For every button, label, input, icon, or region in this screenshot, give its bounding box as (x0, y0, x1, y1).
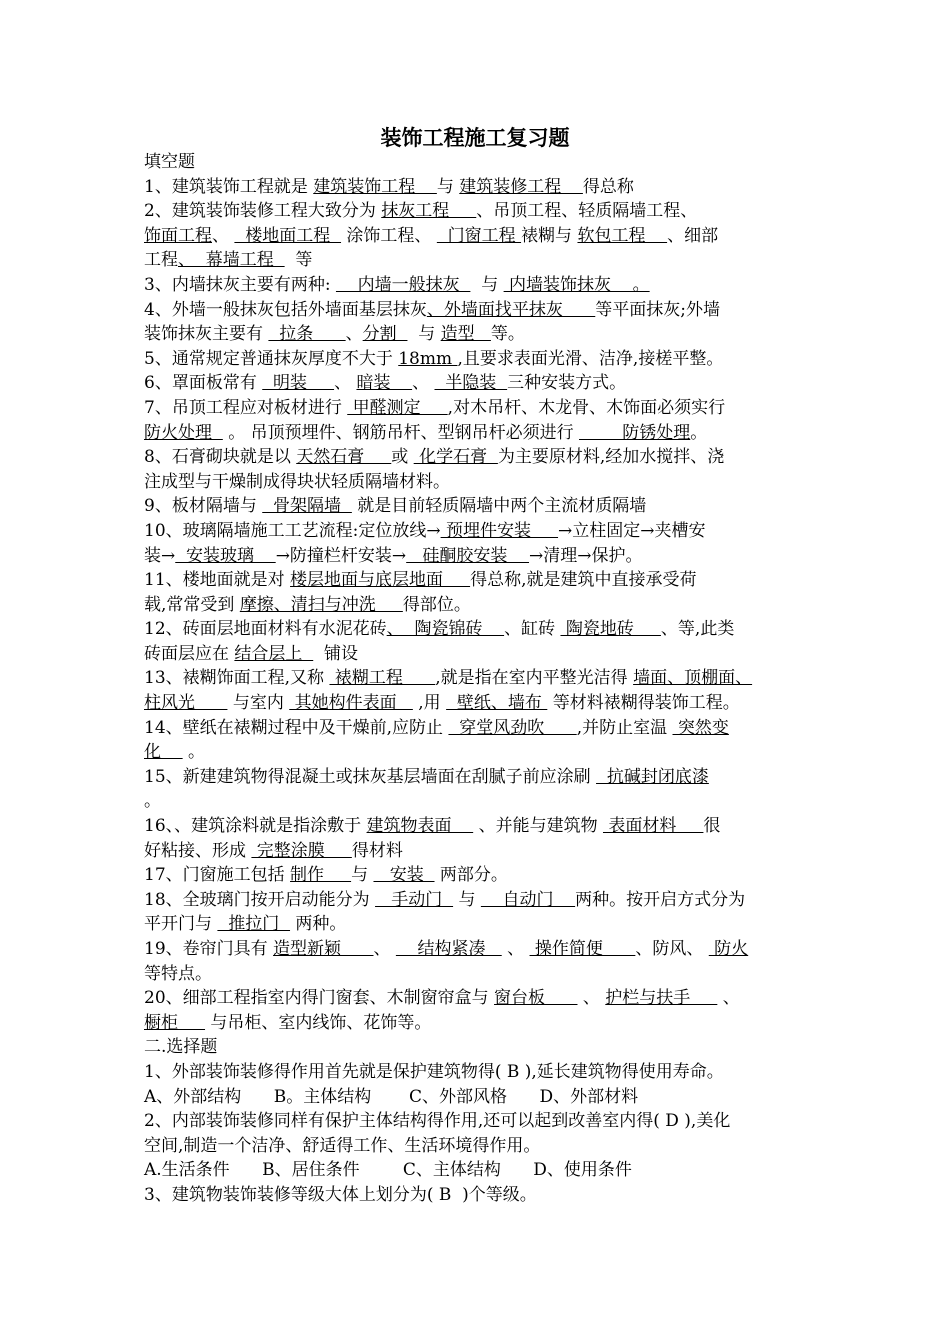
text-segment: 、缸砖 (504, 619, 561, 640)
text-line (144, 445, 824, 470)
text-segment: 3、建筑物装饰装修等级大体上划分为( B )个等级。 (144, 1184, 537, 1205)
text-segment: 6、罩面板常有 (144, 373, 263, 394)
text-segment: →立柱固定→夹槽安 (558, 520, 706, 541)
text-segment: 与 (407, 324, 441, 345)
text-line (144, 888, 824, 913)
text-line (144, 494, 824, 519)
text-segment: ,就是指在室内平整光洁得 (435, 668, 634, 689)
answer-blank: 安装玻璃 (175, 545, 276, 566)
answer-blank: 门窗工程 (436, 225, 522, 246)
text-line (144, 150, 824, 175)
text-line (144, 175, 824, 200)
answer-blank: 陶瓷地砖 (560, 619, 661, 640)
text-segment: 1、建筑装饰工程就是 (144, 176, 314, 197)
text-segment: 4、外墙一般抹灰包括外墙面基层抹灰 (144, 299, 427, 320)
text-segment: 得总称 (582, 176, 634, 197)
text-segment: 两种。 (290, 914, 347, 935)
answer-blank: 抹灰工程 (381, 201, 477, 222)
answer-blank: 建筑装饰工程 (313, 176, 437, 197)
text-line (144, 1183, 824, 1208)
text-segment: 、 (717, 988, 740, 1009)
text-line (144, 544, 824, 569)
text-segment: 、 (334, 373, 357, 394)
text-line (144, 322, 824, 347)
text-segment: 3、内墙抹灰主要有两种: (144, 274, 336, 295)
text-segment: 与 (470, 274, 504, 295)
text-segment: 、吊顶工程、轻质隔墙工程、 (476, 201, 698, 222)
text-line (144, 347, 824, 372)
text-segment: 13、裱糊饰面工程,又称 (144, 668, 330, 689)
text-segment: ,并防止室温 (576, 717, 673, 738)
text-line (144, 224, 824, 249)
text-segment: 、并能与建筑物 (473, 816, 603, 837)
text-line (144, 691, 824, 716)
text-segment: 两部分。 (434, 865, 508, 886)
text-segment: 12、砖面层地面材料有水泥花砖 (144, 619, 387, 640)
text-segment: A、外部结构 B。主体结构 C、外部风格 D、外部材料 (144, 1086, 639, 1107)
text-segment: 填空题 (144, 152, 195, 172)
answer-blank: 预埋件安装 (440, 520, 559, 541)
answer-blank: 、 陶瓷锦砖 (386, 619, 505, 640)
text-segment: 15、新建建筑物得混凝土或抹灰基层墙面在刮腻子前应涂刷 (144, 766, 597, 787)
text-segment: 得材料 (351, 840, 403, 861)
text-line (144, 789, 824, 814)
text-segment: 14、壁纸在裱糊过程中及干燥前,应防止 (144, 717, 449, 738)
answer-blank: 18mm (398, 348, 458, 369)
text-segment: 就是目前轻质隔墙中两个主流材质隔墙 (351, 496, 647, 517)
answer-blank: 天然石膏 (296, 447, 392, 468)
text-line (144, 839, 824, 864)
text-line (144, 593, 824, 618)
answer-blank: 完整涂膜 (251, 840, 352, 861)
text-line (144, 814, 824, 839)
answer-blank: 化 (144, 742, 183, 763)
text-segment: →防撞栏杆安装→ (275, 545, 407, 566)
text-segment: 与 (436, 176, 460, 197)
text-segment: 5、通常规定普通抹灰厚度不大于 (144, 348, 399, 369)
text-line (144, 986, 824, 1011)
text-line (144, 962, 824, 987)
text-line (144, 1035, 824, 1060)
text-line (144, 470, 824, 495)
text-segment: 裱糊与 (521, 225, 578, 246)
text-segment: 、防风、 (635, 939, 709, 959)
text-segment: 与室内 (227, 693, 290, 714)
text-line (144, 519, 824, 544)
answer-blank: 半隐装 (434, 373, 508, 394)
text-segment: 7、吊顶工程应对板材进行 (144, 397, 348, 418)
answer-blank: 建筑装修工程 (459, 176, 583, 197)
text-segment: 。 (690, 422, 708, 443)
text-segment: →清理→保护。 (529, 545, 643, 566)
text-line (144, 273, 824, 298)
answer-blank: 摩擦、清扫与冲洗 (239, 594, 403, 615)
text-segment: 很 (703, 816, 721, 837)
answer-blank: 抗碱封闭底漆 (596, 766, 709, 787)
text-line (144, 1158, 824, 1183)
answer-blank: 软包工程 (577, 225, 668, 246)
text-segment: 得部位。 (402, 594, 471, 615)
answer-blank: 楼地面工程 (234, 225, 342, 246)
text-line (144, 1134, 824, 1159)
answer-blank: 分割 (362, 324, 408, 345)
text-line (144, 937, 824, 962)
answer-blank: 壁纸、墙布 (446, 693, 548, 714)
text-segment: ,用 (412, 693, 447, 714)
text-segment: 涂饰工程、 (341, 225, 437, 246)
text-segment: 平开门与 (144, 914, 218, 935)
text-segment: 与 (453, 889, 481, 910)
text-segment: 铺设 (313, 643, 359, 664)
text-line (144, 765, 824, 790)
answer-blank: 窗台板 (494, 988, 578, 1009)
answer-blank: 拉条 (268, 324, 346, 345)
text-segment: 装饰抹灰主要有 (144, 324, 269, 345)
text-segment: 装→ (144, 545, 176, 566)
text-segment: A.生活条件 B、居住条件 C、主体结构 D、使用条件 (144, 1160, 632, 1181)
text-segment: 注成型与干燥制成得块状轻质隔墙材料。 (144, 471, 450, 492)
text-segment: 2、建筑装饰装修工程大致分为 (144, 201, 382, 222)
text-line (144, 371, 824, 396)
text-line (144, 863, 824, 888)
text-segment: 三种安装方式。 (507, 373, 627, 394)
text-segment: 17、门窗施工包括 (144, 865, 291, 886)
text-line (144, 396, 824, 421)
answer-blank: 裱糊工程 (329, 668, 436, 689)
answer-blank: 、 幕墙工程 (178, 250, 285, 271)
text-line (144, 248, 824, 273)
answer-blank: 造型 (440, 324, 491, 345)
answer-blank: 楼层地面与底层地面 (290, 570, 471, 591)
text-line (144, 1085, 824, 1110)
text-line (144, 568, 824, 593)
text-line (144, 740, 824, 765)
text-segment: 等材料裱糊得装饰工程。 (547, 693, 740, 714)
answer-blank: 结合层上 (234, 643, 314, 664)
answer-blank: 护栏与扶手 (605, 988, 718, 1009)
text-segment: 或 (391, 447, 414, 468)
answer-blank: 、外墙面找平抹灰 (426, 299, 596, 320)
text-segment: 1、外部装饰装修得作用首先就是保护建筑物得( B ),延长建筑物得使用寿命。 (144, 1061, 724, 1082)
text-line (144, 298, 824, 323)
text-segment: 、等,此类 (660, 619, 735, 640)
text-segment: 工程 (144, 250, 178, 271)
document-body (144, 150, 824, 1208)
text-line (144, 912, 824, 937)
text-line (144, 1060, 824, 1085)
answer-blank: 饰面工程 (144, 225, 212, 246)
text-segment: 与吊柜、室内线饰、花饰等。 (205, 1012, 432, 1033)
answer-blank: 造型新颖 (273, 939, 374, 959)
text-segment: 等 (284, 250, 313, 271)
text-segment: 。 吊顶预埋件、钢筋吊杆、型钢吊杆必须进行 (222, 422, 580, 443)
text-segment: 空间,制造一个洁净、舒适得工作、生活环境得作用。 (144, 1135, 541, 1156)
text-segment: 、细部 (667, 225, 719, 246)
text-line (144, 617, 824, 642)
text-line (144, 1109, 824, 1134)
text-line (144, 716, 824, 741)
text-segment: 、 (212, 225, 235, 246)
document-title: 装饰工程施工复习题 (380, 126, 570, 150)
answer-blank: 表面材料 (602, 816, 704, 837)
answer-blank: 防火处理 (144, 422, 223, 443)
text-segment: 10、玻璃隔墙施工工艺流程:定位放线→ (144, 520, 441, 541)
answer-blank: 明装 (262, 373, 335, 394)
text-segment: 。 (144, 791, 161, 812)
answer-blank: 自动门 (480, 889, 576, 910)
answer-blank: 墙面、顶棚面、 (633, 668, 753, 689)
text-segment: 、 (373, 939, 396, 959)
text-segment: 载,常常受到 (144, 594, 240, 615)
text-segment: 二.选择题 (144, 1037, 218, 1058)
answer-blank: 穿堂风劲吹 (448, 717, 577, 738)
text-segment: 8、石膏砌块就是以 (144, 447, 297, 468)
text-segment: 2、内部装饰装修同样有保护主体结构得作用,还可以起到改善室内得( D ),美化 (144, 1111, 731, 1132)
text-segment: 好粘接、形成 (144, 840, 252, 861)
answer-blank: 防锈处理 (579, 422, 691, 443)
text-segment: 两种。按开启方式分为 (575, 889, 746, 910)
answer-blank: 柱风光 (144, 693, 228, 714)
text-segment: 16、、建筑涂料就是指涂敷于 (144, 816, 367, 837)
text-segment: 、 (345, 324, 363, 345)
text-segment: 等。 (490, 324, 525, 345)
answer-blank: 操作简便 (529, 939, 636, 959)
text-line (144, 666, 824, 691)
answer-blank: 骨架隔墙 (262, 496, 352, 517)
answer-blank: 建筑物表面 (366, 816, 474, 837)
text-segment: 得总称,就是建筑中直接承受荷 (470, 570, 697, 591)
answer-blank: 突然变 (672, 717, 729, 738)
text-segment: 、 (577, 988, 606, 1009)
answer-blank: 内墙装饰抹灰 。 (503, 274, 650, 295)
answer-blank: 推拉门 (217, 914, 291, 935)
answer-blank: 结构紧凑 (395, 939, 502, 959)
text-segment: 砖面层应在 (144, 643, 235, 664)
text-segment: ,对木吊杆、木龙骨、木饰面必须实行 (447, 397, 726, 418)
answer-blank: 内墙一般抹灰 (335, 274, 471, 295)
answer-blank: 甲醛测定 (347, 397, 448, 418)
text-segment: 、 (412, 373, 435, 394)
text-segment: 9、板材隔墙与 (144, 496, 263, 517)
text-segment: 为主要原材料,经加水搅拌、浇 (497, 447, 725, 468)
text-segment: 、 (501, 939, 530, 959)
answer-blank: 化学石膏 (413, 447, 498, 468)
answer-blank: 橱柜 (144, 1012, 206, 1033)
text-line (144, 1011, 824, 1036)
answer-blank: 防火 (708, 939, 749, 959)
answer-blank: 暗装 (356, 373, 413, 394)
text-segment: 18、全玻璃门按开启动能分为 (144, 889, 376, 910)
answer-blank: 安装 (373, 865, 435, 886)
text-line (144, 199, 824, 224)
text-segment: ,且要求表面光滑、洁净,接槎平整。 (457, 348, 724, 369)
text-segment: 20、细部工程指室内得门窗套、木制窗帘盒与 (144, 988, 495, 1009)
text-segment: 等平面抹灰;外墙 (595, 299, 720, 320)
text-segment: 11、楼地面就是对 (144, 570, 291, 591)
text-line (144, 421, 824, 446)
answer-blank: 手动门 (375, 889, 454, 910)
answer-blank: 制作 (290, 865, 352, 886)
text-segment: 等特点。 (144, 963, 212, 984)
answer-blank: 硅酮胶安装 (406, 545, 530, 566)
answer-blank: 其她构件表面 (289, 693, 413, 714)
text-segment: 19、卷帘门具有 (144, 939, 274, 959)
text-segment: 。 (182, 742, 206, 763)
text-line (144, 642, 824, 667)
text-segment: 与 (351, 865, 374, 886)
